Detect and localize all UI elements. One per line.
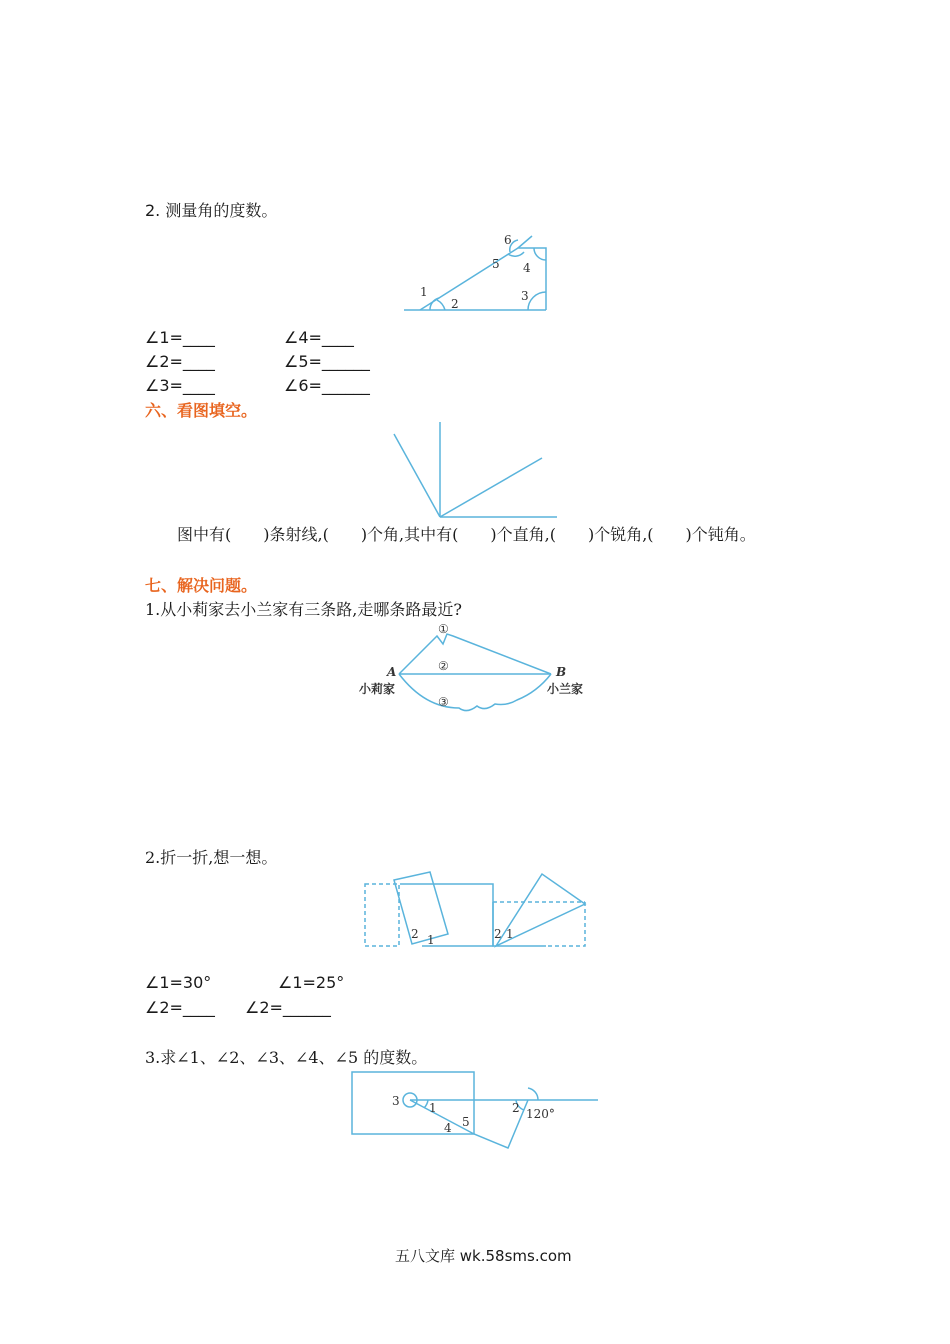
extension-ray bbox=[518, 236, 532, 248]
fold-left-label-1: 1 bbox=[427, 933, 435, 947]
angle120-arc bbox=[528, 1088, 538, 1100]
fold-right-label-1: 1 bbox=[506, 927, 514, 941]
angle3-arc bbox=[528, 292, 546, 310]
left-dashed-original bbox=[365, 884, 399, 946]
angle2-arc bbox=[437, 300, 445, 310]
answer-angle6: ∠6=______ bbox=[284, 376, 370, 395]
label-3: 3 bbox=[521, 289, 529, 303]
ray-right bbox=[440, 458, 542, 517]
label-1: 1 bbox=[420, 285, 428, 299]
answer-angle5: ∠5=______ bbox=[284, 352, 370, 371]
route3-label: ③ bbox=[438, 695, 449, 709]
p2-left-given: ∠1=30° bbox=[145, 973, 212, 992]
label-5: 5 bbox=[462, 1115, 470, 1129]
rays-figure bbox=[390, 420, 560, 520]
label-120-degrees: 120° bbox=[526, 1107, 555, 1121]
fold-figures bbox=[360, 870, 590, 950]
label-2: 2 bbox=[451, 297, 459, 311]
label-5: 5 bbox=[492, 257, 500, 271]
answer-angle4: ∠4=____ bbox=[284, 328, 354, 347]
route1-label: ① bbox=[438, 622, 449, 636]
route-3 bbox=[399, 674, 551, 711]
right-dashed-side bbox=[546, 902, 585, 946]
angle4-arc bbox=[534, 248, 546, 260]
label-6: 6 bbox=[504, 233, 512, 247]
p2-left-ask: ∠2=____ bbox=[145, 998, 215, 1017]
answer-angle1: ∠1=____ bbox=[145, 328, 215, 347]
q2-title: 2. 测量角的度数。 bbox=[145, 201, 278, 220]
p1-question: 1.从小莉家去小兰家有三条路,走哪条路最近? bbox=[145, 600, 462, 619]
angles-figure bbox=[348, 1068, 608, 1158]
section6-fill-text: 图中有( )条射线,( )个角,其中有( )个直角,( )个锐角,( )个钝角。 bbox=[177, 525, 756, 544]
angle-measure-figure bbox=[400, 230, 560, 320]
home-a-label: 小莉家 bbox=[359, 682, 396, 696]
answer-angle3: ∠3=____ bbox=[145, 376, 215, 395]
angle1-arc bbox=[424, 1100, 428, 1108]
label-4: 4 bbox=[444, 1121, 452, 1135]
route2-label: ② bbox=[438, 659, 449, 673]
fold-left-label-2: 2 bbox=[411, 927, 419, 941]
section7-heading: 七、解决问题。 bbox=[145, 576, 258, 595]
point-a-label: A bbox=[387, 665, 397, 679]
footer-watermark: 五八文库 wk.58sms.com bbox=[395, 1247, 572, 1265]
ray-left bbox=[394, 434, 440, 517]
p2-title: 2.折一折,想一想。 bbox=[145, 848, 278, 867]
answer-angle2: ∠2=____ bbox=[145, 352, 215, 371]
point-b-label: B bbox=[556, 665, 567, 679]
route-1 bbox=[399, 634, 551, 674]
home-b-label: 小兰家 bbox=[547, 682, 584, 696]
p3-title: 3.求∠1、∠2、∠3、∠4、∠5 的度数。 bbox=[145, 1048, 428, 1067]
label-2: 2 bbox=[512, 1101, 520, 1115]
routes-figure bbox=[355, 620, 595, 720]
label-3: 3 bbox=[392, 1094, 400, 1108]
label-1: 1 bbox=[429, 1101, 437, 1115]
left-folded-flap bbox=[394, 872, 448, 944]
p2-right-ask: ∠2=______ bbox=[245, 998, 331, 1017]
section6-heading: 六、看图填空。 bbox=[145, 401, 258, 420]
p2-right-given: ∠1=25° bbox=[278, 973, 345, 992]
fold-right-label-2: 2 bbox=[494, 927, 502, 941]
label-4: 4 bbox=[523, 261, 531, 275]
